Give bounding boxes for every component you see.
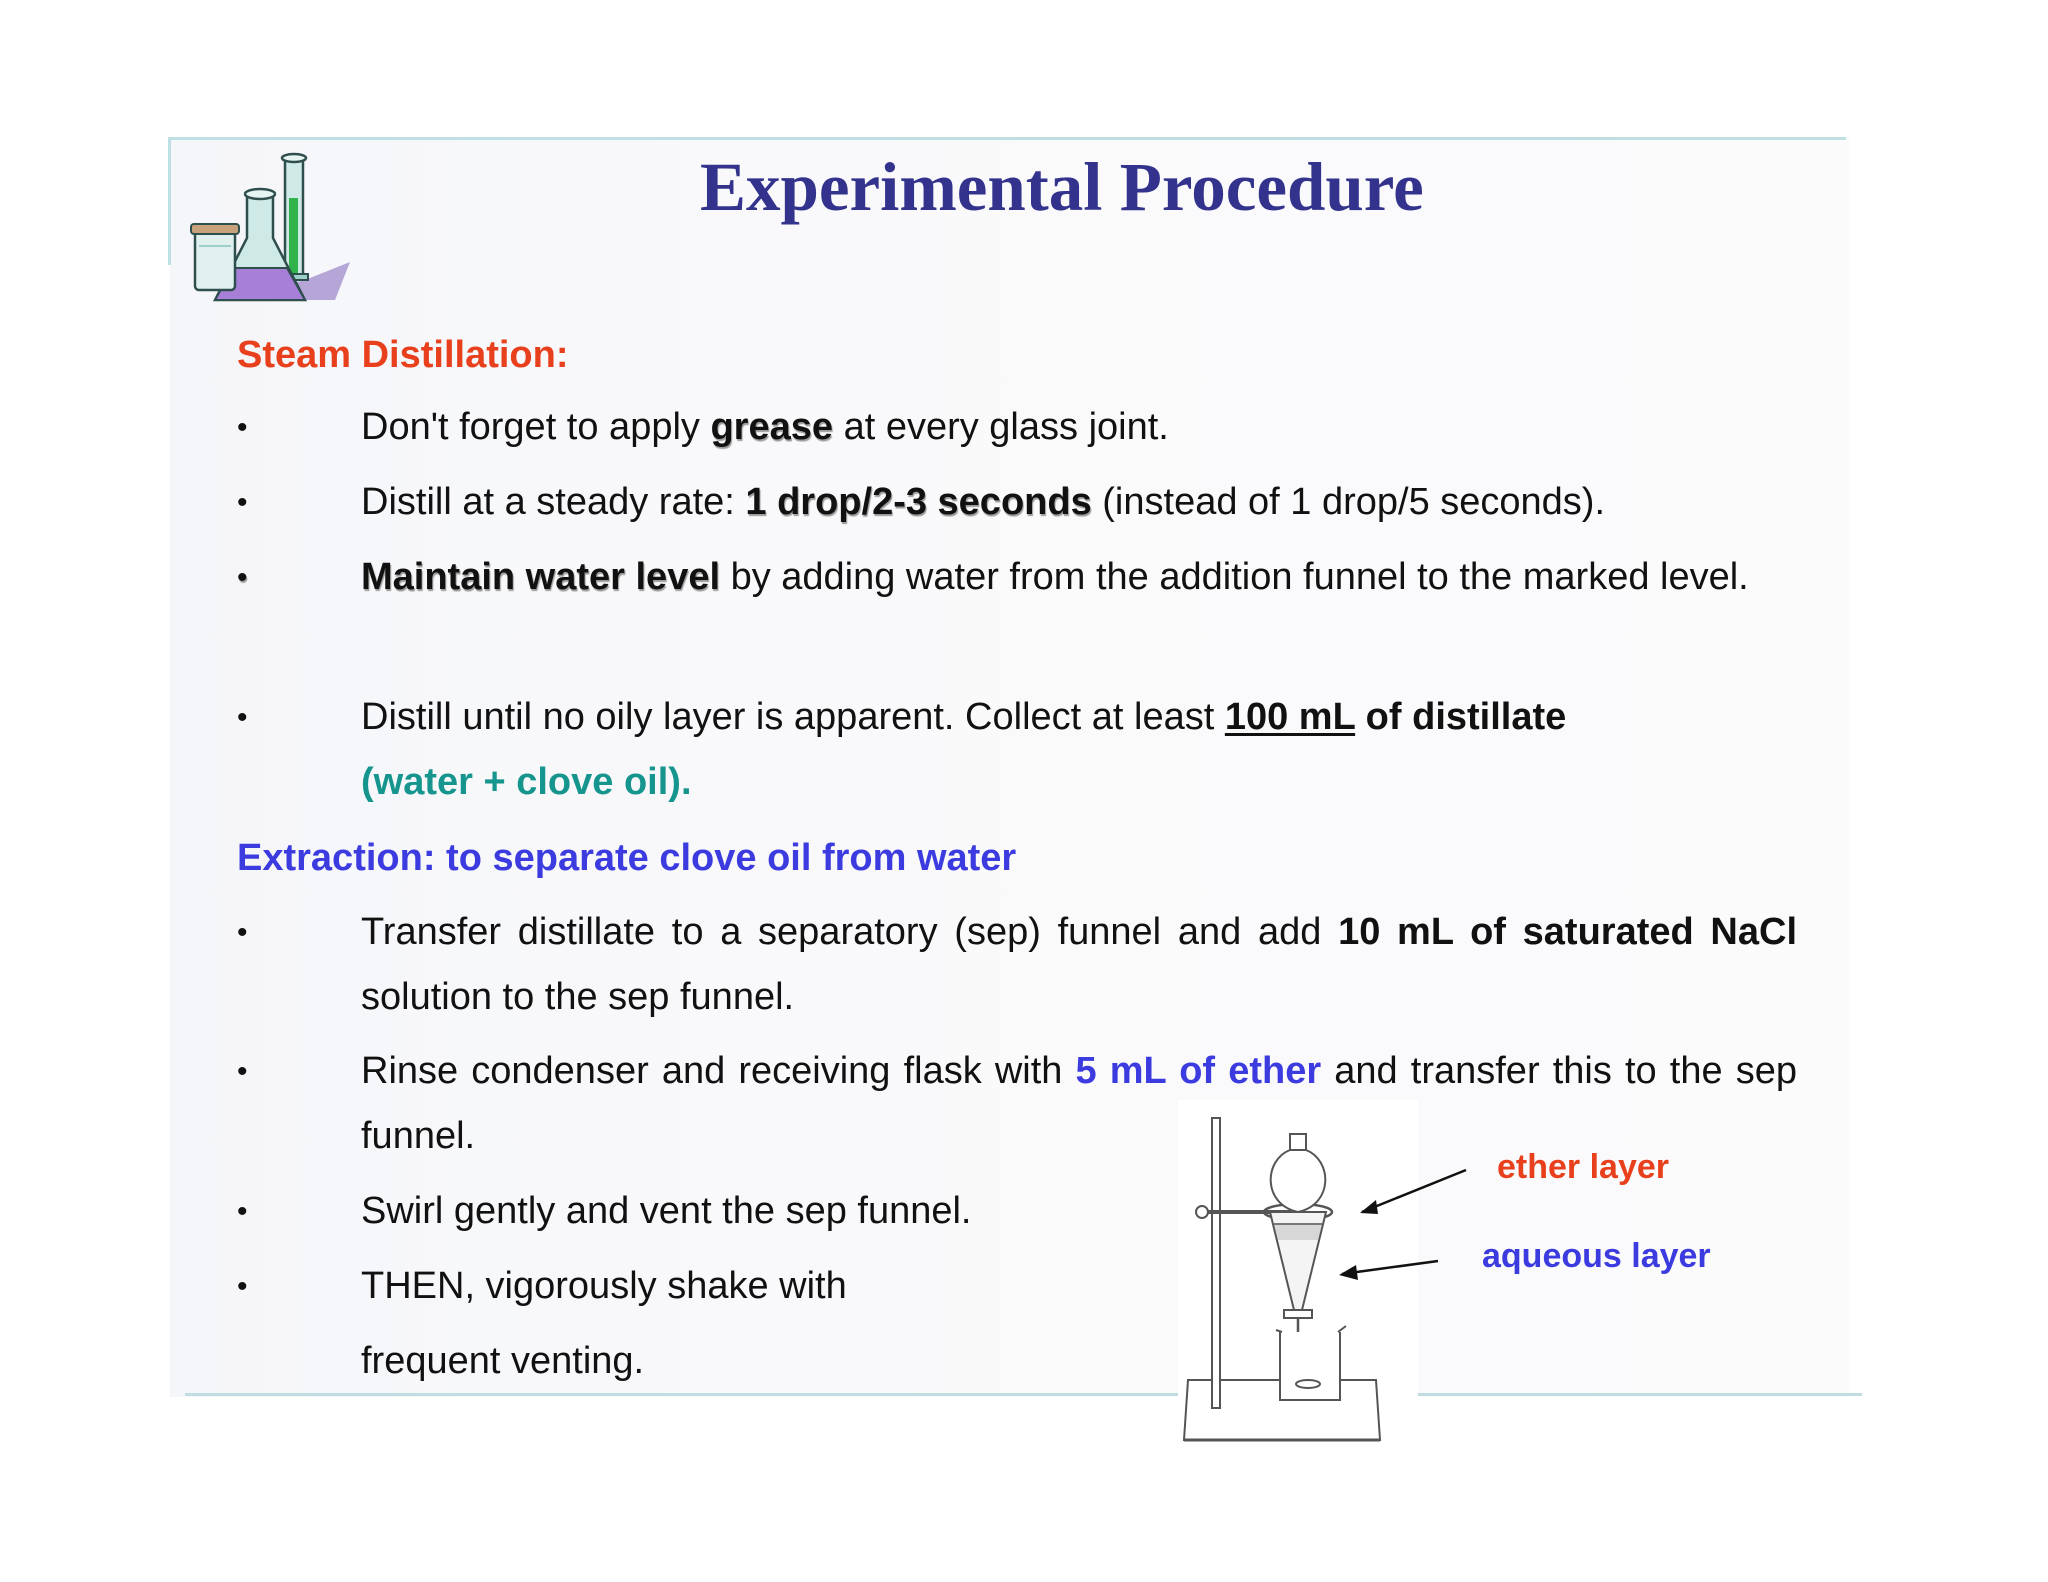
glassware-clipart-icon — [185, 150, 350, 312]
extraction-heading: Extraction: to separate clove oil from water — [237, 837, 1017, 879]
list-item: • THEN, vigorously shake with frequent venting. — [237, 1254, 1137, 1403]
bullet-icon: • — [237, 701, 248, 734]
list-item: • Swirl gently and vent the sep funnel. — [237, 1179, 1137, 1244]
bullet-icon: • — [237, 1270, 248, 1303]
bottom-divider-right — [1410, 1393, 1862, 1396]
bullet-icon: • — [237, 561, 248, 594]
list-item: • Distill at a steady rate: 1 drop/2-3 seconds (instead of 1 drop/5 seconds). — [237, 470, 1797, 535]
steam-distillation-heading: Steam Distillation: — [237, 334, 569, 376]
left-divider — [168, 137, 171, 265]
list-item: • Maintain water level by adding water from the addition funnel to the marked level. — [237, 545, 1797, 610]
bullet-icon: • — [237, 1055, 248, 1088]
list-item: • Rinse condenser and receiving flask with 5 mL of ether and transfer this to the sep funnel. — [237, 1039, 1797, 1169]
list-item: • Don't forget to apply grease at every glass joint. — [237, 395, 1797, 460]
ether-layer-label: ether layer — [1497, 1148, 1669, 1186]
bullet-icon: • — [237, 486, 248, 519]
page-title: Experimental Procedure — [700, 149, 1424, 225]
list-item: • Transfer distillate to a separatory (sep) funnel and add 10 mL of saturated NaCl solution to the sep funnel. — [237, 900, 1797, 1030]
bullet-icon: • — [237, 1195, 248, 1228]
bullet-icon: • — [237, 916, 248, 949]
bullet-icon: • — [237, 411, 248, 444]
top-divider — [170, 137, 1846, 140]
aqueous-layer-label: aqueous layer — [1482, 1237, 1711, 1275]
list-item: • Distill until no oily layer is apparent. Collect at least 100 mL of distillate (water + clove oil). — [237, 685, 1797, 815]
layer-arrows-icon — [1320, 1150, 1490, 1290]
